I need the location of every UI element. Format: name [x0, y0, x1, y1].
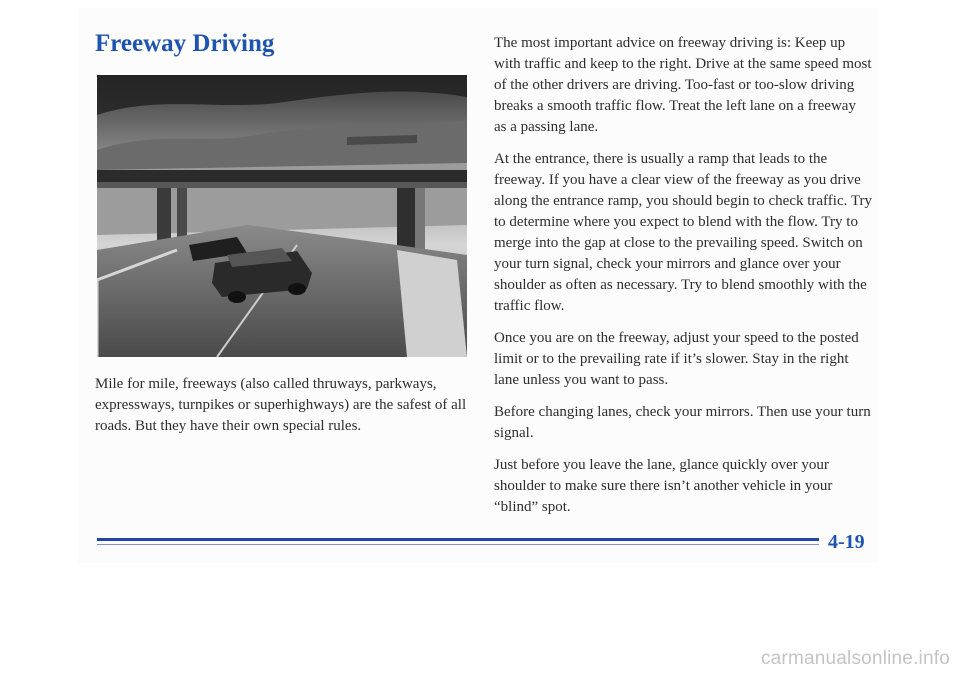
- paragraph-adjust-speed: Once you are on the freeway, adjust your speed to the posted limit or to the prevailing rate if it’s slower. Stay in the right lane unless you want to pass.: [494, 330, 859, 388]
- intro-paragraph: Mile for mile, freeways (also called thruways, parkways, expressways, turnpikes or superhighways) are the safest of all roads. But they have their own special rules.: [95, 376, 467, 434]
- paragraph-keep-up: The most important advice on freeway driving is: Keep up with traffic and keep to the right. Drive at the same speed most of the other drivers are driving. Too-fast or too-slow driving breaks a smooth traffic flow. Treat the left lane on a freeway as a passing lane.: [494, 35, 872, 135]
- paragraph-changing-lanes: Before changing lanes, check your mirrors. Then use your turn signal.: [494, 404, 871, 441]
- footer-rule-thick: [97, 538, 819, 541]
- page-number: 4-19: [828, 531, 865, 553]
- freeway-overpass-image: [97, 75, 467, 357]
- advice-column: [494, 33, 872, 529]
- footer-rule-thin: [97, 544, 819, 545]
- paragraph-blind-spot: Just before you leave the lane, glance quickly over your shoulder to make sure there isn’t another vehicle in your “blind” spot.: [494, 457, 833, 515]
- freeway-illustration: [97, 75, 467, 357]
- paragraph-entrance-ramp: At the entrance, there is usually a ramp that leads to the freeway. If you have a clear view of the freeway as you drive along the entrance ramp, you should begin to check traffic. Try to determine where you expect to blend with the flow. Try to merge into the gap at close to the prevailing speed. Switch on your turn signal, check your mirrors and glance over your shoulder as often as necessary. Try to blend smoothly with the traffic flow.: [494, 151, 872, 314]
- watermark-link[interactable]: carmanualsonline.info: [760, 648, 950, 669]
- footer-rule: [97, 535, 819, 545]
- section-heading: Freeway Driving: [95, 30, 275, 57]
